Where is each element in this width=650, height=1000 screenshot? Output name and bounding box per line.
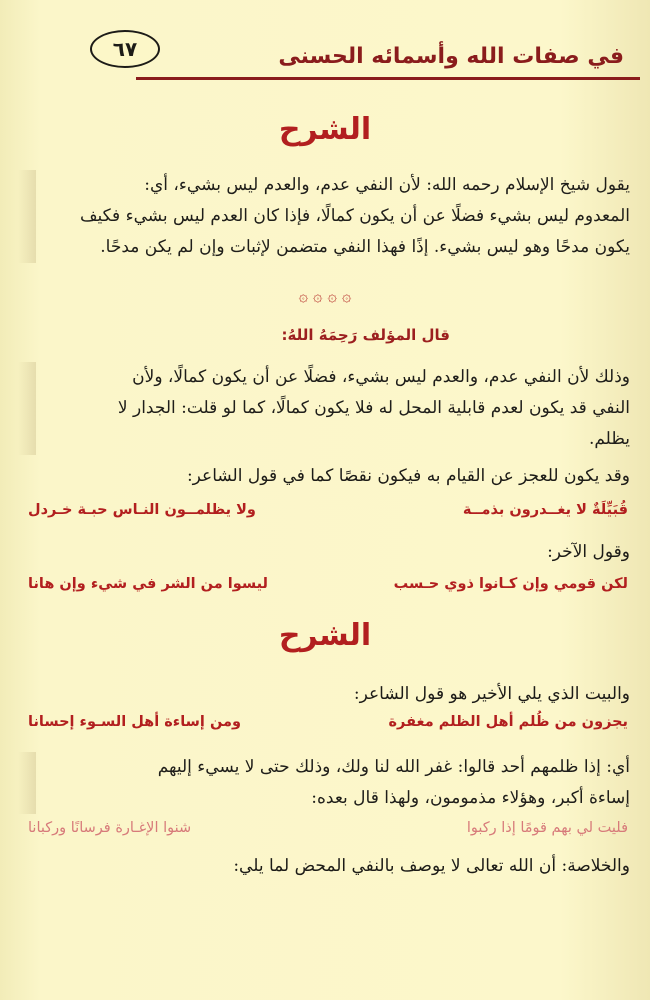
verse-intro-1: وقد يكون للعجز عن القيام به فيكون نقصًا كما في قول الشاعر: bbox=[186, 466, 630, 486]
verse-1-second-hemistich: ولا يظلمــون النـاس حبـة خـردل bbox=[28, 502, 256, 518]
section3-intro: والبيت الذي يلي الأخير هو قول الشاعر: bbox=[353, 684, 630, 704]
verse-4-first-hemistich: فليت لي بهم قومًا إذا ركبوا bbox=[466, 820, 628, 836]
verse-2-first-hemistich: لكن قومي وإن كـانوا ذوي حـسب bbox=[393, 576, 628, 592]
header-rule bbox=[136, 77, 640, 80]
conclusion-line: والخلاصة: أن الله تعالى لا يوصف بالنفي المحض لما يلي: bbox=[233, 856, 630, 876]
section-heading-sharh-2: الشرح bbox=[278, 618, 372, 653]
section1-line-3: يكون مدحًا وهو ليس بشيء. إذًا فهذا النفي متضمن لإثبات وإن لم يكن مدحًا. bbox=[100, 237, 630, 257]
binding-shadow bbox=[18, 362, 36, 455]
ornament-separator: ۞ ۞ ۞ ۞ bbox=[298, 286, 352, 305]
binding-shadow bbox=[18, 170, 36, 263]
verse-3-first-hemistich: يجزون من ظُلم أهل الظلم مغفرة bbox=[388, 714, 628, 730]
section-heading-sharh-1: الشرح bbox=[278, 112, 372, 147]
verse-1-first-hemistich: قُبَيِّلَةٌ لا يغــدرون بذمــة bbox=[462, 502, 628, 518]
section1-line-2: المعدوم ليس بشيء فضلًا عن أن يكون كمالًا، فإذا كان العدم ليس بشيء فكيف bbox=[79, 206, 630, 226]
section1-line-1: يقول شيخ الإسلام رحمه الله: لأن النفي عدم، والعدم ليس بشيء، أي: bbox=[144, 175, 630, 195]
section2-paragraph bbox=[32, 362, 630, 455]
verse-3-second-hemistich: ومن إساءة أهل السـوء إحسانا bbox=[28, 714, 241, 730]
verse-2-second-hemistich: ليسوا من الشر في شيء وإن هانا bbox=[28, 576, 268, 592]
verse-1 bbox=[28, 502, 628, 530]
section1-paragraph bbox=[32, 170, 630, 263]
verse-4 bbox=[28, 820, 628, 848]
verse-3 bbox=[28, 714, 628, 742]
section2-line-3: يظلم. bbox=[588, 429, 630, 449]
section3-line-1: أي: إذا ظلمهم أحد قالوا: غفر الله لنا ولك، وذلك حتى لا يسيء إليهم bbox=[157, 757, 630, 777]
section3-line-2: إساءة أكبر، وهؤلاء مذمومون، ولهذا قال بعده: bbox=[311, 788, 630, 808]
verse-intro-2: وقول الآخر: bbox=[547, 542, 630, 562]
section3-paragraph bbox=[32, 752, 630, 814]
section2-line-2: النفي قد يكون لعدم قابلية المحل له فلا يكون كمالًا، كما لو قلت: الجدار لا bbox=[117, 398, 630, 418]
verse-2 bbox=[28, 576, 628, 604]
page-header bbox=[86, 32, 640, 82]
running-title: في صفات الله وأسمائه الحسنى bbox=[278, 44, 624, 69]
page-number: ٦٧ bbox=[90, 30, 160, 68]
section2-line-1: وذلك لأن النفي عدم، والعدم ليس بشيء، فضلًا عن أن يكون كمالًا، ولأن bbox=[132, 367, 630, 387]
verse-4-second-hemistich: شنوا الإغـارة فرسانًا وركبانا bbox=[28, 820, 192, 836]
author-label: قال المؤلف رَحِمَهُ اللهُ: bbox=[281, 326, 450, 344]
binding-shadow bbox=[18, 752, 36, 814]
